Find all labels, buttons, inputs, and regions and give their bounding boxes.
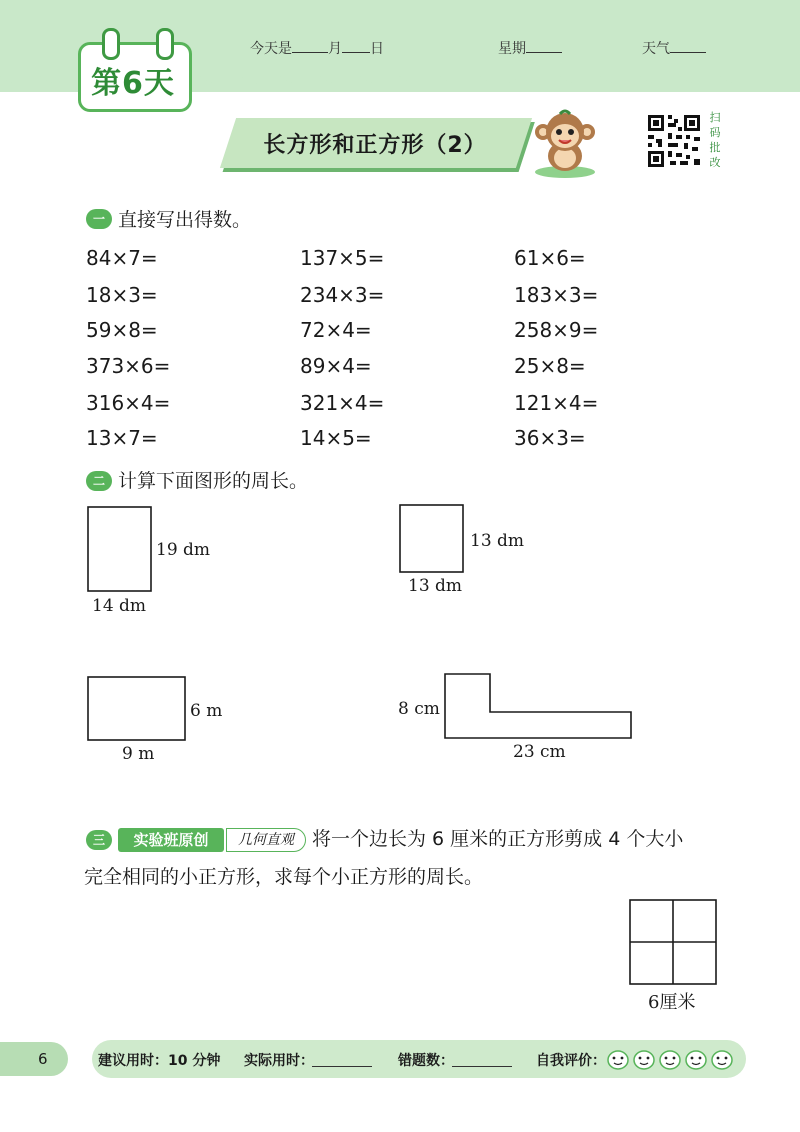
equation: 89×4= — [300, 354, 372, 378]
section-title: 计算下面图形的周长。 — [118, 470, 309, 492]
equation: 234×3= — [300, 283, 385, 307]
smiley-face-icon[interactable] — [634, 1051, 654, 1069]
problem-text-line1: 将一个边长为 6 厘米的正方形剪成 4 个大小 — [312, 828, 684, 850]
equation: 25×8= — [514, 354, 586, 378]
square-width-label: 13 dm — [408, 576, 463, 596]
l-shape — [445, 674, 631, 738]
equation: 121×4= — [514, 391, 599, 415]
equation: 59×8= — [86, 318, 158, 342]
month-label: 月 — [328, 41, 342, 57]
problem-text-line2: 完全相同的小正方形，求每个小正方形的周长。 — [84, 866, 484, 888]
square-13x13 — [400, 505, 463, 572]
big-square-side-label: 6厘米 — [648, 992, 696, 1013]
smiley-face-icon[interactable] — [660, 1051, 680, 1069]
qr-caption-char: 批 — [709, 141, 721, 154]
qr-caption-char: 改 — [709, 156, 721, 169]
actual-time-field[interactable] — [312, 1066, 372, 1067]
rectangle-19x14 — [88, 507, 151, 591]
qr-caption-char: 扫 — [709, 111, 721, 124]
smiley-face-icon[interactable] — [712, 1051, 732, 1069]
equation: 61×6= — [514, 246, 586, 270]
equation: 183×3= — [514, 283, 599, 307]
self-eval-faces — [606, 1046, 738, 1072]
day-unit: 日 — [370, 41, 384, 57]
day-label: 第6天 — [91, 66, 175, 101]
equation: 373×6= — [86, 354, 171, 378]
square-height-label: 13 dm — [470, 531, 525, 551]
equation: 36×3= — [514, 426, 586, 450]
equation: 13×7= — [86, 426, 158, 450]
rect1-height-label: 19 dm — [156, 540, 211, 560]
actual-time-label: 实际用时： — [244, 1053, 314, 1069]
equation: 72×4= — [300, 318, 372, 342]
geometry-intuition-tag: 几何直观 — [226, 828, 306, 852]
equation: 316×4= — [86, 391, 171, 415]
lesson-title: 长方形和正方形（2） — [263, 133, 487, 158]
lshape-width-label: 23 cm — [513, 742, 566, 762]
week-label: 星期 — [498, 41, 526, 57]
qr-caption-char: 码 — [709, 126, 721, 139]
weather-label: 天气 — [642, 41, 670, 57]
equation: 258×9= — [514, 318, 599, 342]
date-prefix: 今天是 — [250, 41, 292, 57]
original-problem-tag: 实验班原创 — [118, 828, 224, 852]
equation: 321×4= — [300, 391, 385, 415]
smiley-face-icon[interactable] — [686, 1051, 706, 1069]
equation: 137×5= — [300, 246, 385, 270]
lshape-height-label: 8 cm — [398, 699, 440, 719]
rect2-height-label: 6 m — [190, 701, 223, 721]
errors-field[interactable] — [452, 1066, 512, 1067]
section-number-badge: 一 — [86, 209, 112, 229]
smiley-face-icon[interactable] — [608, 1051, 628, 1069]
rect2-width-label: 9 m — [122, 744, 155, 764]
self-eval-label: 自我评价： — [536, 1053, 606, 1069]
suggested-time: 建议用时：10 分钟 — [98, 1053, 221, 1069]
section-number-badge: 二 — [86, 471, 112, 491]
rectangle-6x9 — [88, 677, 185, 740]
rect1-width-label: 14 dm — [92, 596, 147, 616]
equation: 84×7= — [86, 246, 158, 270]
page-tab — [0, 1042, 68, 1076]
section-title: 直接写出得数。 — [118, 209, 252, 231]
equation: 14×5= — [300, 426, 372, 450]
errors-label: 错题数： — [398, 1053, 454, 1069]
page-number: 6 — [38, 1050, 48, 1068]
equation: 18×3= — [86, 283, 158, 307]
section-number-badge: 三 — [86, 830, 112, 850]
